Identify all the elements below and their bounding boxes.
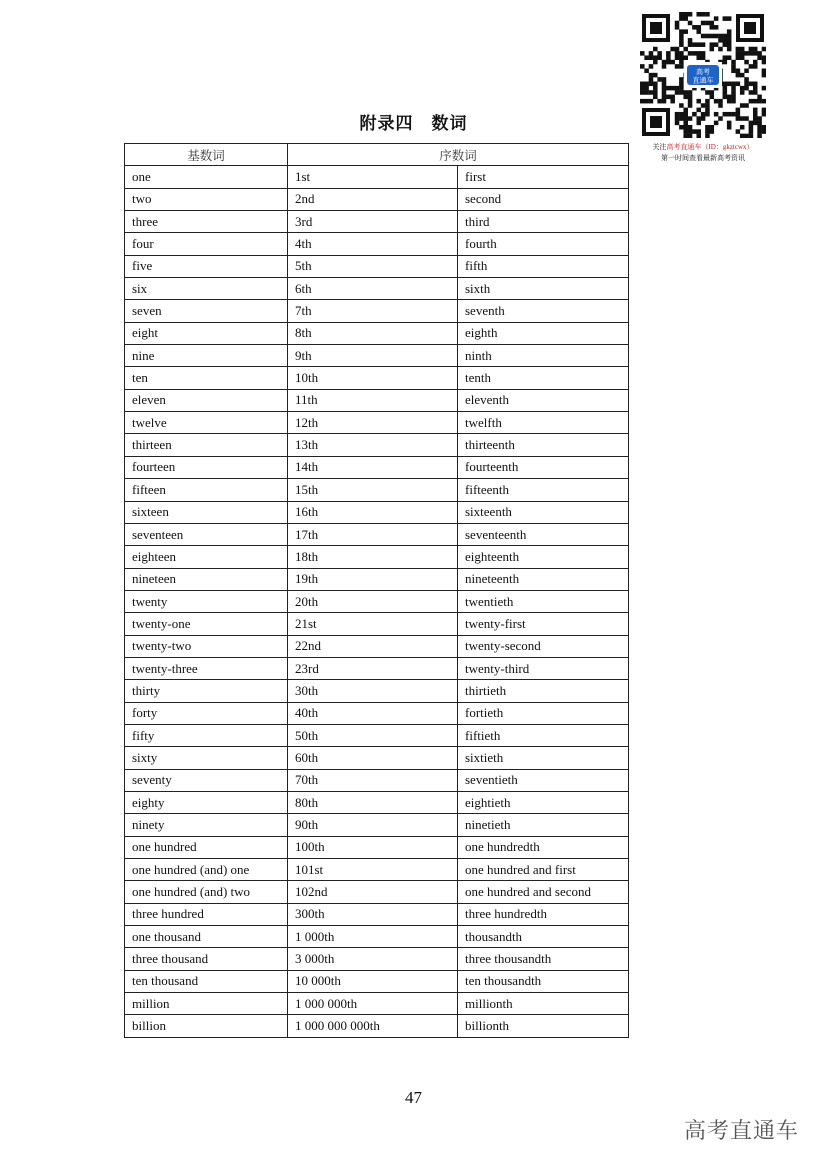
cardinal-cell: seventeen [125, 523, 288, 545]
ordinal-word-cell: three hundredth [458, 903, 629, 925]
header-cardinal: 基数词 [125, 144, 288, 166]
ordinal-word-cell: one hundred and first [458, 859, 629, 881]
ordinal-word-cell: fiftieth [458, 724, 629, 746]
cardinal-cell: twenty-two [125, 635, 288, 657]
table-row [125, 501, 629, 523]
qr-badge-line1: 高考 [696, 68, 710, 76]
ordinal-number-cell: 16th [288, 501, 458, 523]
table-row [125, 970, 629, 992]
ordinal-number-cell: 102nd [288, 881, 458, 903]
cardinal-cell: forty [125, 702, 288, 724]
cardinal-cell: three [125, 211, 288, 233]
cardinal-cell: one hundred [125, 836, 288, 858]
cardinal-cell: one [125, 166, 288, 188]
cardinal-cell: eighty [125, 791, 288, 813]
ordinal-number-cell: 10 000th [288, 970, 458, 992]
ordinal-number-cell: 22nd [288, 635, 458, 657]
cardinal-cell: sixty [125, 747, 288, 769]
page-title: 附录四 数词 [359, 114, 468, 134]
cardinal-cell: five [125, 255, 288, 277]
page-number: 47 [405, 1088, 422, 1107]
cardinal-cell: twenty [125, 590, 288, 612]
cardinal-cell: fifty [125, 724, 288, 746]
cardinal-cell: twenty-three [125, 657, 288, 679]
table-row [125, 724, 629, 746]
ordinal-word-cell: twenty-third [458, 657, 629, 679]
ordinal-number-cell: 3 000th [288, 948, 458, 970]
ordinal-word-cell: one hundredth [458, 836, 629, 858]
ordinal-word-cell: tenth [458, 367, 629, 389]
table-row [125, 255, 629, 277]
cardinal-cell: seven [125, 300, 288, 322]
ordinal-number-cell: 1 000th [288, 926, 458, 948]
table-row [125, 903, 629, 925]
cardinal-cell: sixteen [125, 501, 288, 523]
table-row [125, 345, 629, 367]
ordinal-word-cell: fifteenth [458, 479, 629, 501]
qr-caption-prefix: 关注 [652, 143, 667, 151]
table-row [125, 412, 629, 434]
ordinal-number-cell: 9th [288, 345, 458, 367]
table-row [125, 434, 629, 456]
qr-code-block [640, 12, 766, 164]
table-row [125, 702, 629, 724]
table-row [125, 1015, 629, 1037]
ordinal-word-cell: ninth [458, 345, 629, 367]
ordinal-number-cell: 12th [288, 412, 458, 434]
ordinal-number-cell: 19th [288, 568, 458, 590]
table-row [125, 836, 629, 858]
table-row [125, 791, 629, 813]
ordinal-number-cell: 15th [288, 479, 458, 501]
qr-caption-highlight: 高考直通车（ID：gkztcwx） [666, 143, 754, 151]
ordinal-word-cell: eighteenth [458, 546, 629, 568]
ordinal-number-cell: 14th [288, 456, 458, 478]
watermark-text: 高考直通车 [683, 1119, 799, 1144]
table-row [125, 814, 629, 836]
qr-caption-line2: 第一时间查看最新高考资讯 [661, 154, 745, 162]
ordinal-word-cell: twelfth [458, 412, 629, 434]
cardinal-cell: billion [125, 1015, 288, 1037]
table-row [125, 546, 629, 568]
table-row [125, 211, 629, 233]
cardinal-cell: fifteen [125, 479, 288, 501]
cardinal-cell: fourteen [125, 456, 288, 478]
table-row [125, 948, 629, 970]
table-row [125, 657, 629, 679]
ordinal-number-cell: 100th [288, 836, 458, 858]
cardinal-cell: nineteen [125, 568, 288, 590]
numerals-table [124, 143, 629, 1038]
cardinal-cell: one hundred (and) one [125, 859, 288, 881]
table-row [125, 166, 629, 188]
table-row [125, 456, 629, 478]
table-row [125, 188, 629, 210]
ordinal-word-cell: billionth [458, 1015, 629, 1037]
ordinal-word-cell: three thousandth [458, 948, 629, 970]
cardinal-cell: ten thousand [125, 970, 288, 992]
ordinal-word-cell: seventh [458, 300, 629, 322]
cardinal-cell: twenty-one [125, 613, 288, 635]
table-row [125, 680, 629, 702]
table-row [125, 859, 629, 881]
ordinal-number-cell: 6th [288, 278, 458, 300]
cardinal-cell: one thousand [125, 926, 288, 948]
ordinal-number-cell: 23rd [288, 657, 458, 679]
cardinal-cell: eighteen [125, 546, 288, 568]
cardinal-cell: four [125, 233, 288, 255]
ordinal-number-cell: 5th [288, 255, 458, 277]
ordinal-word-cell: sixtieth [458, 747, 629, 769]
cardinal-cell: ninety [125, 814, 288, 836]
table-header-row [125, 144, 629, 166]
cardinal-cell: two [125, 188, 288, 210]
ordinal-word-cell: sixth [458, 278, 629, 300]
table-row [125, 613, 629, 635]
ordinal-word-cell: thousandth [458, 926, 629, 948]
ordinal-number-cell: 50th [288, 724, 458, 746]
cardinal-cell: thirteen [125, 434, 288, 456]
ordinal-word-cell: fourteenth [458, 456, 629, 478]
ordinal-word-cell: eighth [458, 322, 629, 344]
table-row [125, 479, 629, 501]
cardinal-cell: million [125, 993, 288, 1015]
table-row [125, 523, 629, 545]
cardinal-cell: ten [125, 367, 288, 389]
ordinal-number-cell: 101st [288, 859, 458, 881]
table-body [125, 166, 629, 1037]
ordinal-word-cell: fifth [458, 255, 629, 277]
qr-caption [640, 142, 766, 164]
ordinal-number-cell: 8th [288, 322, 458, 344]
ordinal-number-cell: 11th [288, 389, 458, 411]
ordinal-number-cell: 80th [288, 791, 458, 813]
ordinal-number-cell: 17th [288, 523, 458, 545]
table-row [125, 590, 629, 612]
ordinal-number-cell: 18th [288, 546, 458, 568]
cardinal-cell: thirty [125, 680, 288, 702]
ordinal-word-cell: ten thousandth [458, 970, 629, 992]
ordinal-number-cell: 30th [288, 680, 458, 702]
ordinal-word-cell: millionth [458, 993, 629, 1015]
ordinal-number-cell: 1st [288, 166, 458, 188]
cardinal-cell: one hundred (and) two [125, 881, 288, 903]
ordinal-word-cell: twentieth [458, 590, 629, 612]
table-row [125, 747, 629, 769]
cardinal-cell: three hundred [125, 903, 288, 925]
table-row [125, 300, 629, 322]
ordinal-number-cell: 13th [288, 434, 458, 456]
ordinal-number-cell: 20th [288, 590, 458, 612]
cardinal-cell: seventy [125, 769, 288, 791]
ordinal-number-cell: 70th [288, 769, 458, 791]
ordinal-number-cell: 1 000 000th [288, 993, 458, 1015]
table-row [125, 635, 629, 657]
header-ordinal: 序数词 [288, 144, 629, 166]
table-row [125, 389, 629, 411]
ordinal-word-cell: fortieth [458, 702, 629, 724]
ordinal-word-cell: one hundred and second [458, 881, 629, 903]
table-row [125, 233, 629, 255]
cardinal-cell: eight [125, 322, 288, 344]
ordinal-number-cell: 40th [288, 702, 458, 724]
table-row [125, 993, 629, 1015]
cardinal-cell: three thousand [125, 948, 288, 970]
ordinal-word-cell: nineteenth [458, 568, 629, 590]
ordinal-word-cell: twenty-second [458, 635, 629, 657]
cardinal-cell: eleven [125, 389, 288, 411]
table-row [125, 367, 629, 389]
table-row [125, 881, 629, 903]
ordinal-number-cell: 2nd [288, 188, 458, 210]
ordinal-word-cell: thirteenth [458, 434, 629, 456]
table-row [125, 568, 629, 590]
ordinal-word-cell: thirtieth [458, 680, 629, 702]
table-row [125, 926, 629, 948]
ordinal-number-cell: 3rd [288, 211, 458, 233]
ordinal-number-cell: 300th [288, 903, 458, 925]
ordinal-word-cell: seventieth [458, 769, 629, 791]
ordinal-number-cell: 21st [288, 613, 458, 635]
ordinal-word-cell: sixteenth [458, 501, 629, 523]
ordinal-word-cell: twenty-first [458, 613, 629, 635]
table-row [125, 322, 629, 344]
ordinal-word-cell: second [458, 188, 629, 210]
ordinal-word-cell: third [458, 211, 629, 233]
ordinal-word-cell: eleventh [458, 389, 629, 411]
table-row [125, 278, 629, 300]
cardinal-cell: twelve [125, 412, 288, 434]
ordinal-number-cell: 10th [288, 367, 458, 389]
ordinal-word-cell: eightieth [458, 791, 629, 813]
qr-badge-line2: 直通车 [692, 76, 714, 85]
ordinal-word-cell: first [458, 166, 629, 188]
ordinal-word-cell: ninetieth [458, 814, 629, 836]
ordinal-word-cell: fourth [458, 233, 629, 255]
table-row [125, 769, 629, 791]
ordinal-number-cell: 4th [288, 233, 458, 255]
cardinal-cell: six [125, 278, 288, 300]
ordinal-number-cell: 60th [288, 747, 458, 769]
ordinal-number-cell: 1 000 000 000th [288, 1015, 458, 1037]
ordinal-number-cell: 7th [288, 300, 458, 322]
cardinal-cell: nine [125, 345, 288, 367]
ordinal-word-cell: seventeenth [458, 523, 629, 545]
qr-caption-line1 [640, 142, 766, 153]
ordinal-number-cell: 90th [288, 814, 458, 836]
